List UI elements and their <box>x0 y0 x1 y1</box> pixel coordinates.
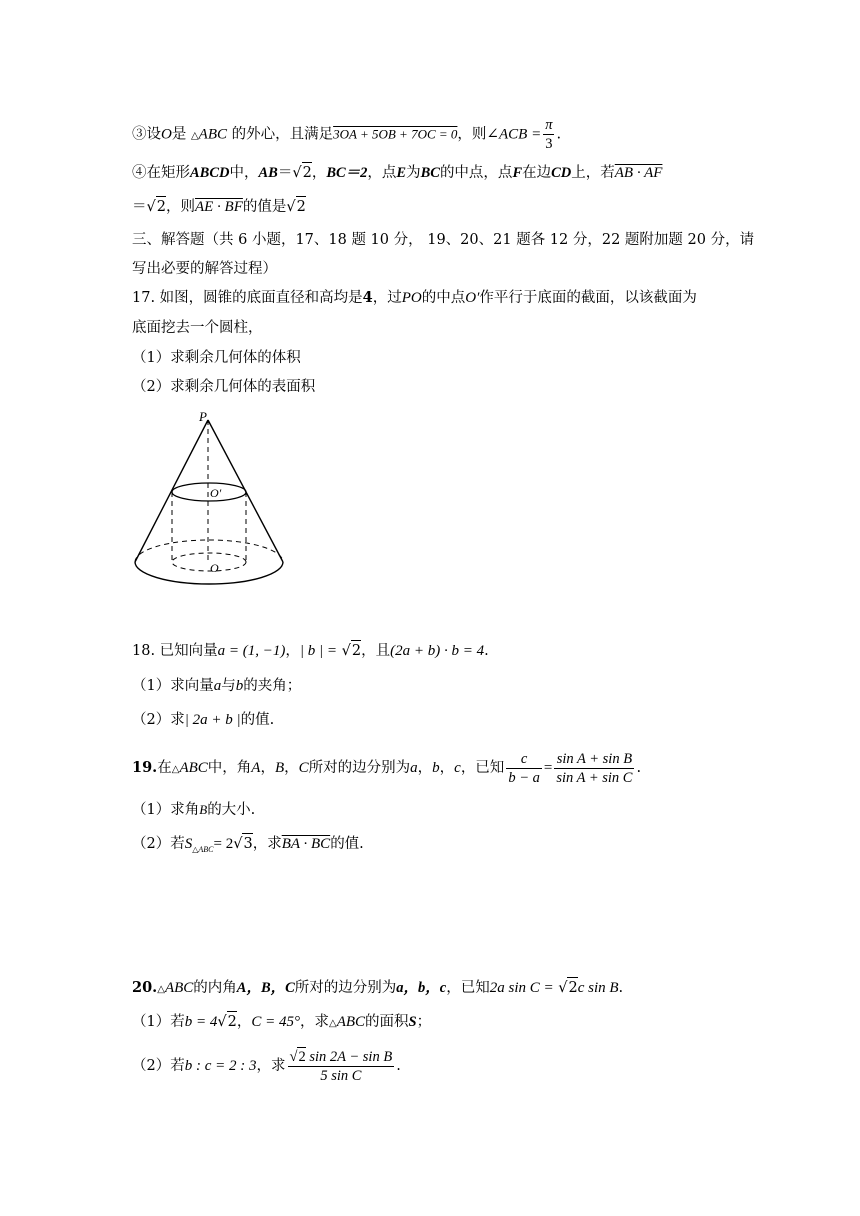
fraction-expression: $\frac{\text{√2 sin 2A − sin B}}{\text{5 sin C}}$ <box>289 1049 393 1084</box>
section-heading: 三、解答题（共 6 小题，17、18 题 10 分， 19、20、21 题各 12 分，22 题附加题 20 分，请 <box>132 232 755 248</box>
vector-dot-product: AB · AF <box>614 165 663 181</box>
fraction-denominator: 3 <box>545 136 553 152</box>
text: 的内角 <box>193 980 237 996</box>
text: . <box>556 126 562 143</box>
text: 在 <box>157 760 172 776</box>
text: 在矩形 <box>146 165 190 181</box>
text: 的面积 <box>365 1014 409 1030</box>
text: ＝ <box>132 199 147 215</box>
math-abcd: ABCD <box>190 165 230 181</box>
math-po: PO <box>401 290 422 306</box>
vector-dot-product: BA · BC <box>281 836 331 852</box>
triangle-symbol: △ <box>328 1018 337 1029</box>
vector-a-def: a = (1, −1) <box>217 643 286 659</box>
text: 17. 如图，圆锥的底面直径和高均是 <box>132 290 363 306</box>
text: ，则 <box>165 199 195 215</box>
text: . <box>484 643 489 659</box>
q19-part-1 <box>132 800 255 820</box>
vector-b: b <box>235 678 244 694</box>
text: ， <box>236 1014 252 1030</box>
text: 与 <box>221 678 236 694</box>
angle-letters: A，B，C <box>236 980 295 996</box>
fraction-numerator: sin A + sin B <box>554 750 634 769</box>
text: （1）求角 <box>132 802 200 818</box>
math-abc: ABC <box>198 126 227 143</box>
text: 的值是 <box>242 199 287 215</box>
text: 所对的边分别为 <box>308 760 411 776</box>
text: （2）若 <box>132 1058 185 1074</box>
math-abc: ABC <box>336 1014 366 1030</box>
condition: C = 45° <box>251 1014 300 1030</box>
sqrt-value: 2 <box>298 1049 306 1065</box>
sqrt-value: 2 <box>227 1011 237 1032</box>
ratio: b : c = 2 : 3 <box>184 1058 257 1074</box>
math-bc: BC＝2 <box>326 165 368 181</box>
triangle-symbol: △ <box>190 130 199 142</box>
q18-line-1: 18. 已知向量a = (1, −1)，| b | = √2，且(2a + b) · b = 4. <box>132 640 489 661</box>
q17-line-1 <box>132 288 697 308</box>
text: . <box>396 1058 401 1074</box>
math-c: C <box>298 760 309 776</box>
fraction-c-over-b-minus-a <box>506 750 542 787</box>
fraction-sines <box>554 750 634 787</box>
fraction-numerator: sin 2A − sin B <box>309 1049 393 1065</box>
question-number: 19. <box>132 759 158 776</box>
text: 所对的边分别为 <box>294 980 397 996</box>
text: ， <box>284 760 299 776</box>
fraction-pi-3 <box>543 116 554 153</box>
condition: c sin B <box>577 980 619 996</box>
q20-part-1: （1）若b = 4√2，C = 45°，求△ABC的面积S； <box>132 1011 431 1034</box>
text: 的外心，且满足 <box>227 126 334 143</box>
math-s: S <box>184 836 193 852</box>
q18-part-2 <box>132 710 274 730</box>
text: 的大小. <box>207 802 256 818</box>
text: ，已知 <box>460 760 505 776</box>
question-number: 20. <box>132 979 158 996</box>
math-abc: ABC <box>179 760 208 776</box>
fraction-numerator: π <box>545 117 553 133</box>
math-a: a <box>410 760 418 776</box>
text: 的中点，点 <box>439 165 513 181</box>
q17-line-2: 底面挖去一个圆柱， <box>132 320 263 336</box>
text: 18. 已知向量 <box>132 643 218 659</box>
text: = 2 <box>213 836 234 852</box>
text: ，求 <box>256 1058 286 1074</box>
vector-b-magnitude: | b | = <box>299 643 338 659</box>
text: 在边 <box>522 165 552 181</box>
text: 的中点 <box>421 290 466 306</box>
sqrt-value: 2 <box>567 977 577 998</box>
q20-part-2 <box>132 1046 401 1086</box>
cone-figure <box>128 406 293 596</box>
triangle-symbol: △ <box>171 764 180 775</box>
math-b: B <box>274 760 285 776</box>
math-o: O <box>161 126 172 143</box>
sqrt-value: 2 <box>351 640 361 661</box>
item-4-line-2: ＝√2，则AE · BF的值是√2 <box>132 196 306 217</box>
text: ，求 <box>299 1014 329 1030</box>
text: 中， <box>229 165 259 181</box>
q19-line-1: 19.在△ABC中，角A，B，C所对的边分别为a，b，c，已知 $\frac{c}{b - a}$ = $\frac{\text{sin A + sin B}}{\text{sin A + sin C}}$ . <box>132 750 642 786</box>
text: ； <box>416 1014 432 1030</box>
section-heading-cont: 写出必要的解答过程） <box>132 261 277 277</box>
vector-dot-product: AE · BF <box>194 199 243 215</box>
text: ， <box>285 643 300 659</box>
number: 4 <box>362 289 373 306</box>
item-4-line-1: ④在矩形ABCD中，AB＝√2，BC＝2，点E为BC的中点，点F在边CD上，若AB · AF <box>132 162 662 183</box>
q17-part-1: （1）求剩余几何体的体积 <box>132 350 301 366</box>
text: ，则 <box>457 126 487 143</box>
label-oprime: O′ <box>210 486 222 500</box>
text: . <box>636 760 642 776</box>
text: （2）求 <box>132 712 185 728</box>
magnitude-expression: | 2a + b | <box>184 712 241 728</box>
text: = <box>543 760 553 776</box>
angle-expression: ∠ACB = <box>486 126 542 143</box>
fraction-denominator: 5 sin C <box>320 1068 362 1084</box>
text: 中，角 <box>207 760 252 776</box>
fraction-denominator: b − a <box>508 769 540 786</box>
text: 的夹角； <box>243 678 302 694</box>
q18-part-1 <box>132 676 301 696</box>
math-abc: ABC <box>164 980 194 996</box>
math-oprime: O′ <box>465 290 480 306</box>
text: 设 <box>146 126 161 143</box>
text: 是 <box>171 126 191 143</box>
math-cd: CD <box>551 165 572 181</box>
item-marker: ③ <box>132 126 147 143</box>
text: ＝ <box>277 165 293 181</box>
sqrt-value: 2 <box>296 196 306 217</box>
sqrt-value: 2 <box>156 196 166 217</box>
text: ， <box>311 165 327 181</box>
math-subscript: △ABC <box>192 844 214 854</box>
side-letters: a，b，c <box>396 980 447 996</box>
math-ab: AB <box>258 165 278 181</box>
text: （1）求向量 <box>132 678 214 694</box>
text: （1）若 <box>132 1014 185 1030</box>
q17-part-2: （2）求剩余几何体的表面积 <box>132 379 316 395</box>
item-marker: ④ <box>132 165 147 181</box>
math-b: b <box>432 760 440 776</box>
text: 的值. <box>240 712 275 728</box>
q20-line-1: 20.△ABC的内角A，B，C所对的边分别为a，b，c，已知2a sin C = √2c sin B. <box>132 979 624 996</box>
text: 上，若 <box>571 165 615 181</box>
q19-part-2: （2）若$S_{\triangle ABC}= 2√3$，求BA · BC的值. <box>132 833 364 860</box>
text: ，过 <box>372 290 402 306</box>
text: 的值. <box>330 836 364 852</box>
math-bc: BC <box>420 165 440 181</box>
text: ，且 <box>361 643 391 659</box>
math-a: A <box>251 760 261 776</box>
math-e: E <box>396 165 407 181</box>
sqrt-value: 2 <box>302 162 312 183</box>
text: ，求 <box>252 836 282 852</box>
triangle-symbol: △ <box>157 984 165 995</box>
math-f: F <box>512 165 523 181</box>
sqrt-value: 3 <box>242 833 252 854</box>
label-p: P <box>199 409 207 424</box>
condition: (2a + b) · b = 4 <box>390 643 485 659</box>
condition: 2a sin C = <box>489 980 554 996</box>
text: ， <box>260 760 275 776</box>
vector-a: a <box>213 678 222 694</box>
item-3 <box>132 116 561 153</box>
text: ，点 <box>367 165 397 181</box>
text: . <box>618 980 624 996</box>
fraction-denominator: sin A + sin C <box>556 769 633 786</box>
vector-equation: 3OA + 5OB + 7OC = 0 <box>333 126 458 142</box>
text: 作平行于底面的截面，以该截面为 <box>479 290 697 306</box>
text: 为 <box>406 165 421 181</box>
math-b: B <box>199 802 208 817</box>
text: ，已知 <box>446 980 490 996</box>
math-c: c <box>454 760 461 776</box>
label-o: O <box>210 561 219 575</box>
math-s: S <box>408 1014 417 1030</box>
fraction-numerator: c <box>506 750 542 769</box>
condition: b = 4 <box>184 1014 218 1030</box>
text: （2）若 <box>132 836 185 852</box>
